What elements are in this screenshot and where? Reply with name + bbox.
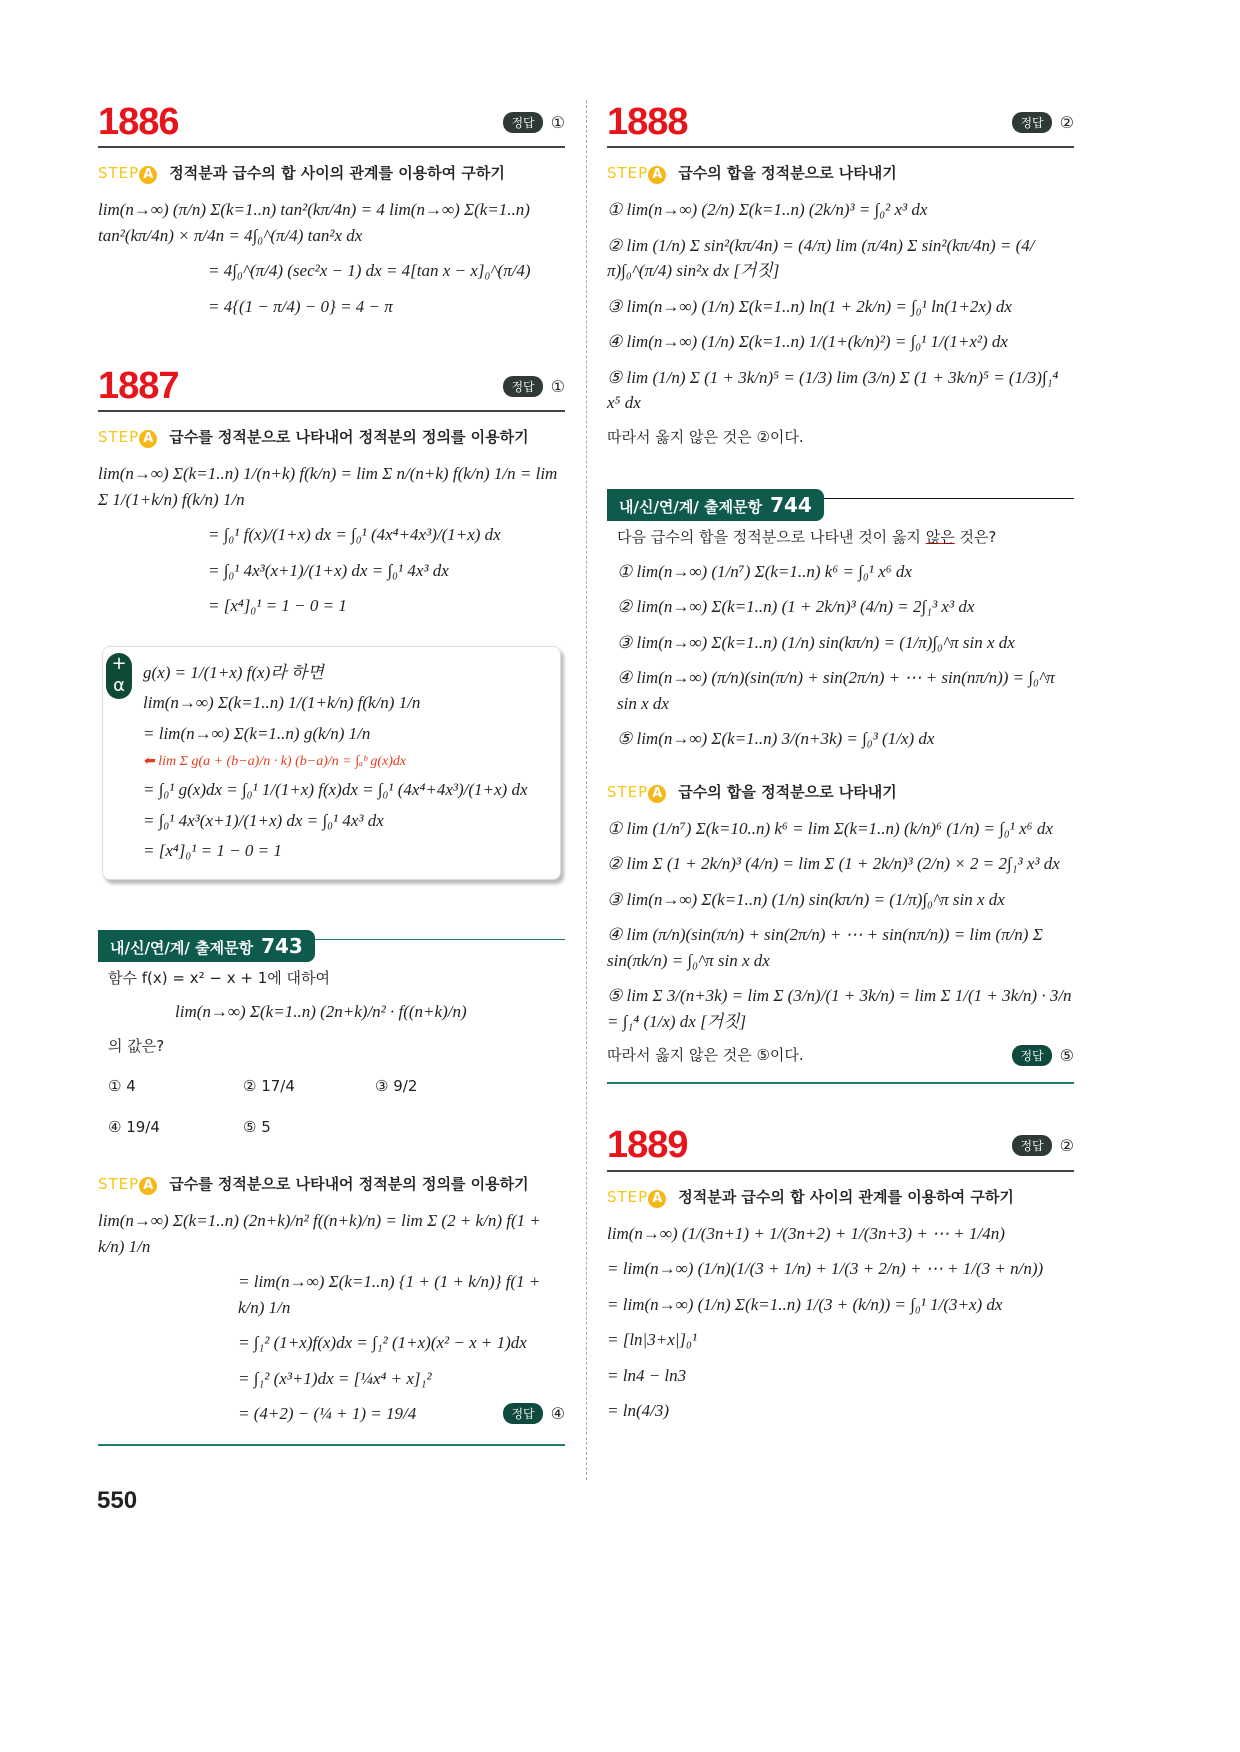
math-line: = (4+2) − (¼ + 1) = 19/4	[238, 1404, 417, 1423]
tip-line: = lim(n→∞) Σ(k=1..n) g(k/n) 1/n	[143, 723, 371, 743]
alpha-glyph: α	[113, 674, 125, 696]
answer-group	[1012, 112, 1074, 133]
math-line: = 4∫₀^(π/4) (sec²x − 1) dx = 4[tan x − x]₀^(π/4)	[208, 261, 531, 280]
step-letter: A	[648, 166, 666, 184]
choice[interactable]: ⑤ lim(n→∞) Σ(k=1..n) 3/(n+3k) = ∫₀³ (1/x) dx	[617, 729, 935, 748]
math-line: lim(n→∞) Σ(k=1..n) 1/(n+k) f(k/n) = lim Σ n/(n+k) f(k/n) 1/n = lim Σ 1/(1+k/n) f(k/n) 1/n	[98, 464, 558, 509]
choice[interactable]: ③ lim(n→∞) Σ(k=1..n) (1/n) sin(kπ/n) = (1/π)∫₀^π sin x dx	[617, 632, 1015, 652]
math-line: ④ lim (π/n)(sin(π/n) + sin(2π/n) + ⋯ + sin(nπ/n)) = lim (π/n) Σ sin(πk/n) = ∫₀^π sin x dx	[607, 925, 1043, 970]
choice[interactable]: ① 4	[108, 1077, 136, 1095]
answer-value: ②	[1059, 112, 1074, 132]
math-line: = [x⁴]₀¹ = 1 − 0 = 1	[208, 596, 347, 615]
question-part: 것은?	[954, 528, 997, 546]
step-heading	[98, 426, 565, 448]
banner-number: 744	[770, 493, 812, 517]
math-line: ② lim (1/n) Σ sin²(kπ/4n) = (4/π) lim (π/4n) Σ sin²(kπ/4n) = (4/π)∫₀^(π/4) sin²x dx [거짓]	[607, 235, 1035, 280]
tip-line: lim(n→∞) Σ(k=1..n) 1/(1+k/n) f(k/n) 1/n	[143, 693, 421, 712]
step-label: STEP	[98, 428, 140, 446]
math-line: lim(n→∞) Σ(k=1..n) (2n+k)/n² f((n+k)/n) = lim Σ (2 + k/n) f(1 + k/n) 1/n	[98, 1211, 541, 1256]
tip-line: g(x) = 1/(1+x) f(x)라 하면	[143, 662, 324, 682]
spacer	[98, 324, 565, 364]
math-line: = [ln|3+x|]₀¹	[607, 1330, 698, 1349]
plus-alpha-icon	[106, 653, 132, 699]
rule	[607, 146, 1074, 148]
choice[interactable]: ③ 9/2	[375, 1077, 418, 1095]
math-line: ② lim Σ (1 + 2k/n)³ (4/n) = lim Σ (1 + 2k/n)³ (2/n) × 2 = 2∫₁³ x³ dx	[607, 854, 1060, 873]
left-column	[98, 100, 565, 1446]
step-title: 급수의 합을 정적분으로 나타내기	[678, 164, 897, 182]
answer-badge: 정답	[1012, 112, 1051, 133]
choice[interactable]: ⑤ 5	[243, 1117, 271, 1136]
math-line: = lim(n→∞) (1/n)(1/(3 + 1/n) + 1/(3 + 2/n) + ⋯ + 1/(3 + n/n))	[607, 1259, 1044, 1278]
banner-744	[607, 489, 824, 521]
math-line: lim(n→∞) (π/n) Σ(k=1..n) tan²(kπ/4n) = 4 lim(n→∞) Σ(k=1..n) tan²(kπ/4n) × π/4n = 4∫₀^(π/4) tan²x dx	[98, 200, 530, 245]
banner-label: 내/신/연/계/ 출제문항	[110, 938, 254, 957]
math-line: = lim(n→∞) (1/n) Σ(k=1..n) 1/(3 + (k/n)) = ∫₀¹ 1/(3+x) dx	[607, 1294, 1003, 1314]
choice[interactable]: ② lim(n→∞) Σ(k=1..n) (1 + 2k/n)³ (4/n) = 2∫₁³ x³ dx	[617, 597, 975, 616]
answer-badge: 정답	[1012, 1135, 1051, 1156]
conclusion: 따라서 옳지 않은 것은 ⑤이다.	[607, 1046, 804, 1064]
math-line: = ln(4/3)	[607, 1401, 669, 1420]
step-letter: A	[139, 430, 157, 448]
math-line: ① lim(n→∞) (2/n) Σ(k=1..n) (2k/n)³ = ∫₀² x³ dx	[607, 200, 928, 219]
final-row	[98, 1396, 565, 1432]
problem-number: 1887	[98, 364, 179, 407]
math-line: = ln4 − ln3	[607, 1365, 687, 1385]
page-number: 550	[97, 1487, 138, 1514]
spacer	[607, 1084, 1074, 1124]
step-label: STEP	[98, 164, 140, 182]
step-label: STEP	[98, 1175, 140, 1193]
math-line: ③ lim(n→∞) (1/n) Σ(k=1..n) ln(1 + 2k/n) = ∫₀¹ ln(1+2x) dx	[607, 296, 1012, 316]
step-heading	[98, 162, 565, 184]
final-row	[607, 1039, 1074, 1072]
math-line: = ∫₀¹ f(x)/(1+x) dx = ∫₀¹ (4x⁴+4x³)/(1+x) dx	[208, 525, 501, 544]
banner-row	[98, 930, 565, 962]
answer-value: ②	[1059, 1136, 1074, 1155]
math-line: ④ lim(n→∞) (1/n) Σ(k=1..n) 1/(1+(k/n)²) = ∫₀¹ 1/(1+x²) dx	[607, 332, 1008, 351]
step-heading	[607, 781, 1074, 803]
tip-note: ⬅ lim Σ g(a + (b−a)/n · k) (b−a)/n = ∫ₐᵇ g(x)dx	[143, 754, 407, 769]
question-ask: 의 값은?	[108, 1036, 165, 1055]
math-line: = lim(n→∞) Σ(k=1..n) {1 + (1 + k/n)} f(1 + k/n) 1/n	[238, 1272, 541, 1317]
conclusion: 따라서 옳지 않은 것은 ②이다.	[607, 427, 804, 446]
answer-badge: 정답	[503, 376, 542, 397]
answer-group	[503, 112, 565, 133]
tip-line: = ∫₀¹ g(x)dx = ∫₀¹ 1/(1+x) f(x)dx = ∫₀¹ (4x⁴+4x³)/(1+x) dx	[143, 780, 528, 799]
step-title: 급수의 합을 정적분으로 나타내기	[678, 782, 897, 801]
step-label: STEP	[607, 782, 649, 801]
step-letter: A	[139, 166, 157, 184]
step-letter: A	[648, 785, 666, 803]
question-text	[617, 526, 1074, 549]
step-heading	[98, 1173, 565, 1195]
rule	[98, 146, 565, 148]
choice[interactable]: ④ lim(n→∞) (π/n)(sin(π/n) + sin(2π/n) + ⋯ + sin(nπ/n)) = ∫₀^π sin x dx	[617, 668, 1055, 713]
answer-badge: 정답	[503, 1403, 542, 1424]
choices	[108, 1070, 565, 1143]
math-line: = 4{(1 − π/4) − 0} = 4 − π	[208, 296, 393, 316]
step-title: 정적분과 급수의 합 사이의 관계를 이용하여 구하기	[678, 1187, 1014, 1206]
step-label: STEP	[607, 1187, 649, 1206]
step-label: STEP	[607, 164, 649, 182]
rule	[98, 410, 565, 412]
math-line: ⑤ lim Σ 3/(n+3k) = lim Σ (3/n)/(1 + 3k/n) = lim Σ 1/(1 + 3k/n) · 3/n = ∫₁⁴ (1/x) dx [거짓]	[607, 986, 1072, 1031]
step-title: 급수를 정적분으로 나타내어 정적분의 정의를 이용하기	[169, 1175, 529, 1193]
answer-value: ①	[550, 376, 565, 396]
step-title: 급수를 정적분으로 나타내어 정적분의 정의를 이용하기	[169, 428, 529, 446]
answer-group	[503, 1403, 565, 1424]
math-line: ① lim (1/n⁷) Σ(k=10..n) k⁶ = lim Σ(k=1..n) (k/n)⁶ (1/n) = ∫₀¹ x⁶ dx	[607, 818, 1053, 838]
step-letter: A	[139, 1177, 157, 1195]
tip-box	[102, 646, 561, 880]
question-part: 다음 급수의 합을 정적분으로 나타낸 것이 옳지	[617, 528, 926, 546]
question-text: 함수 f(x) = x² − x + 1에 대하여	[108, 968, 330, 987]
question-emphasis: 않은	[925, 528, 955, 546]
problem-number: 1888	[607, 100, 688, 143]
step-title: 정적분과 급수의 합 사이의 관계를 이용하여 구하기	[169, 164, 505, 182]
choice[interactable]: ④ 19/4	[108, 1117, 160, 1136]
right-column	[607, 100, 1074, 1429]
problem-number: 1886	[98, 100, 179, 143]
answer-value: ⑤	[1059, 1045, 1074, 1065]
step-heading	[607, 162, 1074, 184]
column-divider	[586, 100, 587, 1480]
problem-number: 1889	[607, 1124, 688, 1166]
math-line: lim(n→∞) (1/(3n+1) + 1/(3n+2) + 1/(3n+3) + ⋯ + 1/4n)	[607, 1223, 1005, 1243]
problem-header	[98, 364, 565, 408]
math-line: = ∫₀¹ 4x³(x+1)/(1+x) dx = ∫₀¹ 4x³ dx	[208, 560, 449, 580]
math-line: = ∫₁² (x³+1)dx = [¼x⁴ + x]₁²	[238, 1368, 432, 1388]
math-line: ⑤ lim (1/n) Σ (1 + 3k/n)⁵ = (1/3) lim (3/n) Σ (1 + 3k/n)⁵ = (1/3)∫₁⁴ x⁵ dx	[607, 367, 1059, 412]
answer-value: ④	[550, 1404, 565, 1424]
answer-group	[503, 376, 565, 397]
math-line: ③ lim(n→∞) Σ(k=1..n) (1/n) sin(kπ/n) = (1/π)∫₀^π sin x dx	[607, 889, 1005, 909]
answer-group	[1012, 1135, 1074, 1156]
choice[interactable]: ① lim(n→∞) (1/n⁷) Σ(k=1..n) k⁶ = ∫₀¹ x⁶ dx	[617, 561, 912, 581]
answer-value: ①	[550, 112, 565, 132]
answer-group	[1012, 1045, 1074, 1066]
question-formula: lim(n→∞) Σ(k=1..n) (2n+k)/n² · f((n+k)/n)	[175, 1002, 467, 1021]
answer-badge: 정답	[503, 112, 542, 133]
rule	[607, 1170, 1074, 1172]
step-letter: A	[648, 1190, 666, 1208]
banner-743	[98, 930, 315, 962]
problem-header	[607, 100, 1074, 144]
banner-row	[607, 489, 1074, 521]
banner-number: 743	[261, 933, 303, 958]
tip-line: = ∫₀¹ 4x³(x+1)/(1+x) dx = ∫₀¹ 4x³ dx	[143, 810, 384, 830]
rule	[98, 1444, 565, 1446]
banner-label: 내/신/연/계/ 출제문항	[619, 498, 763, 516]
step-heading	[607, 1186, 1074, 1208]
choice[interactable]: ② 17/4	[243, 1077, 295, 1095]
plus-glyph: +	[111, 652, 127, 674]
problem-header	[98, 100, 565, 144]
answer-badge: 정답	[1012, 1045, 1051, 1066]
tip-line: = [x⁴]₀¹ = 1 − 0 = 1	[143, 841, 282, 860]
problem-header	[607, 1124, 1074, 1168]
math-line: = ∫₁² (1+x)f(x)dx = ∫₁² (1+x)(x² − x + 1)dx	[238, 1333, 527, 1352]
